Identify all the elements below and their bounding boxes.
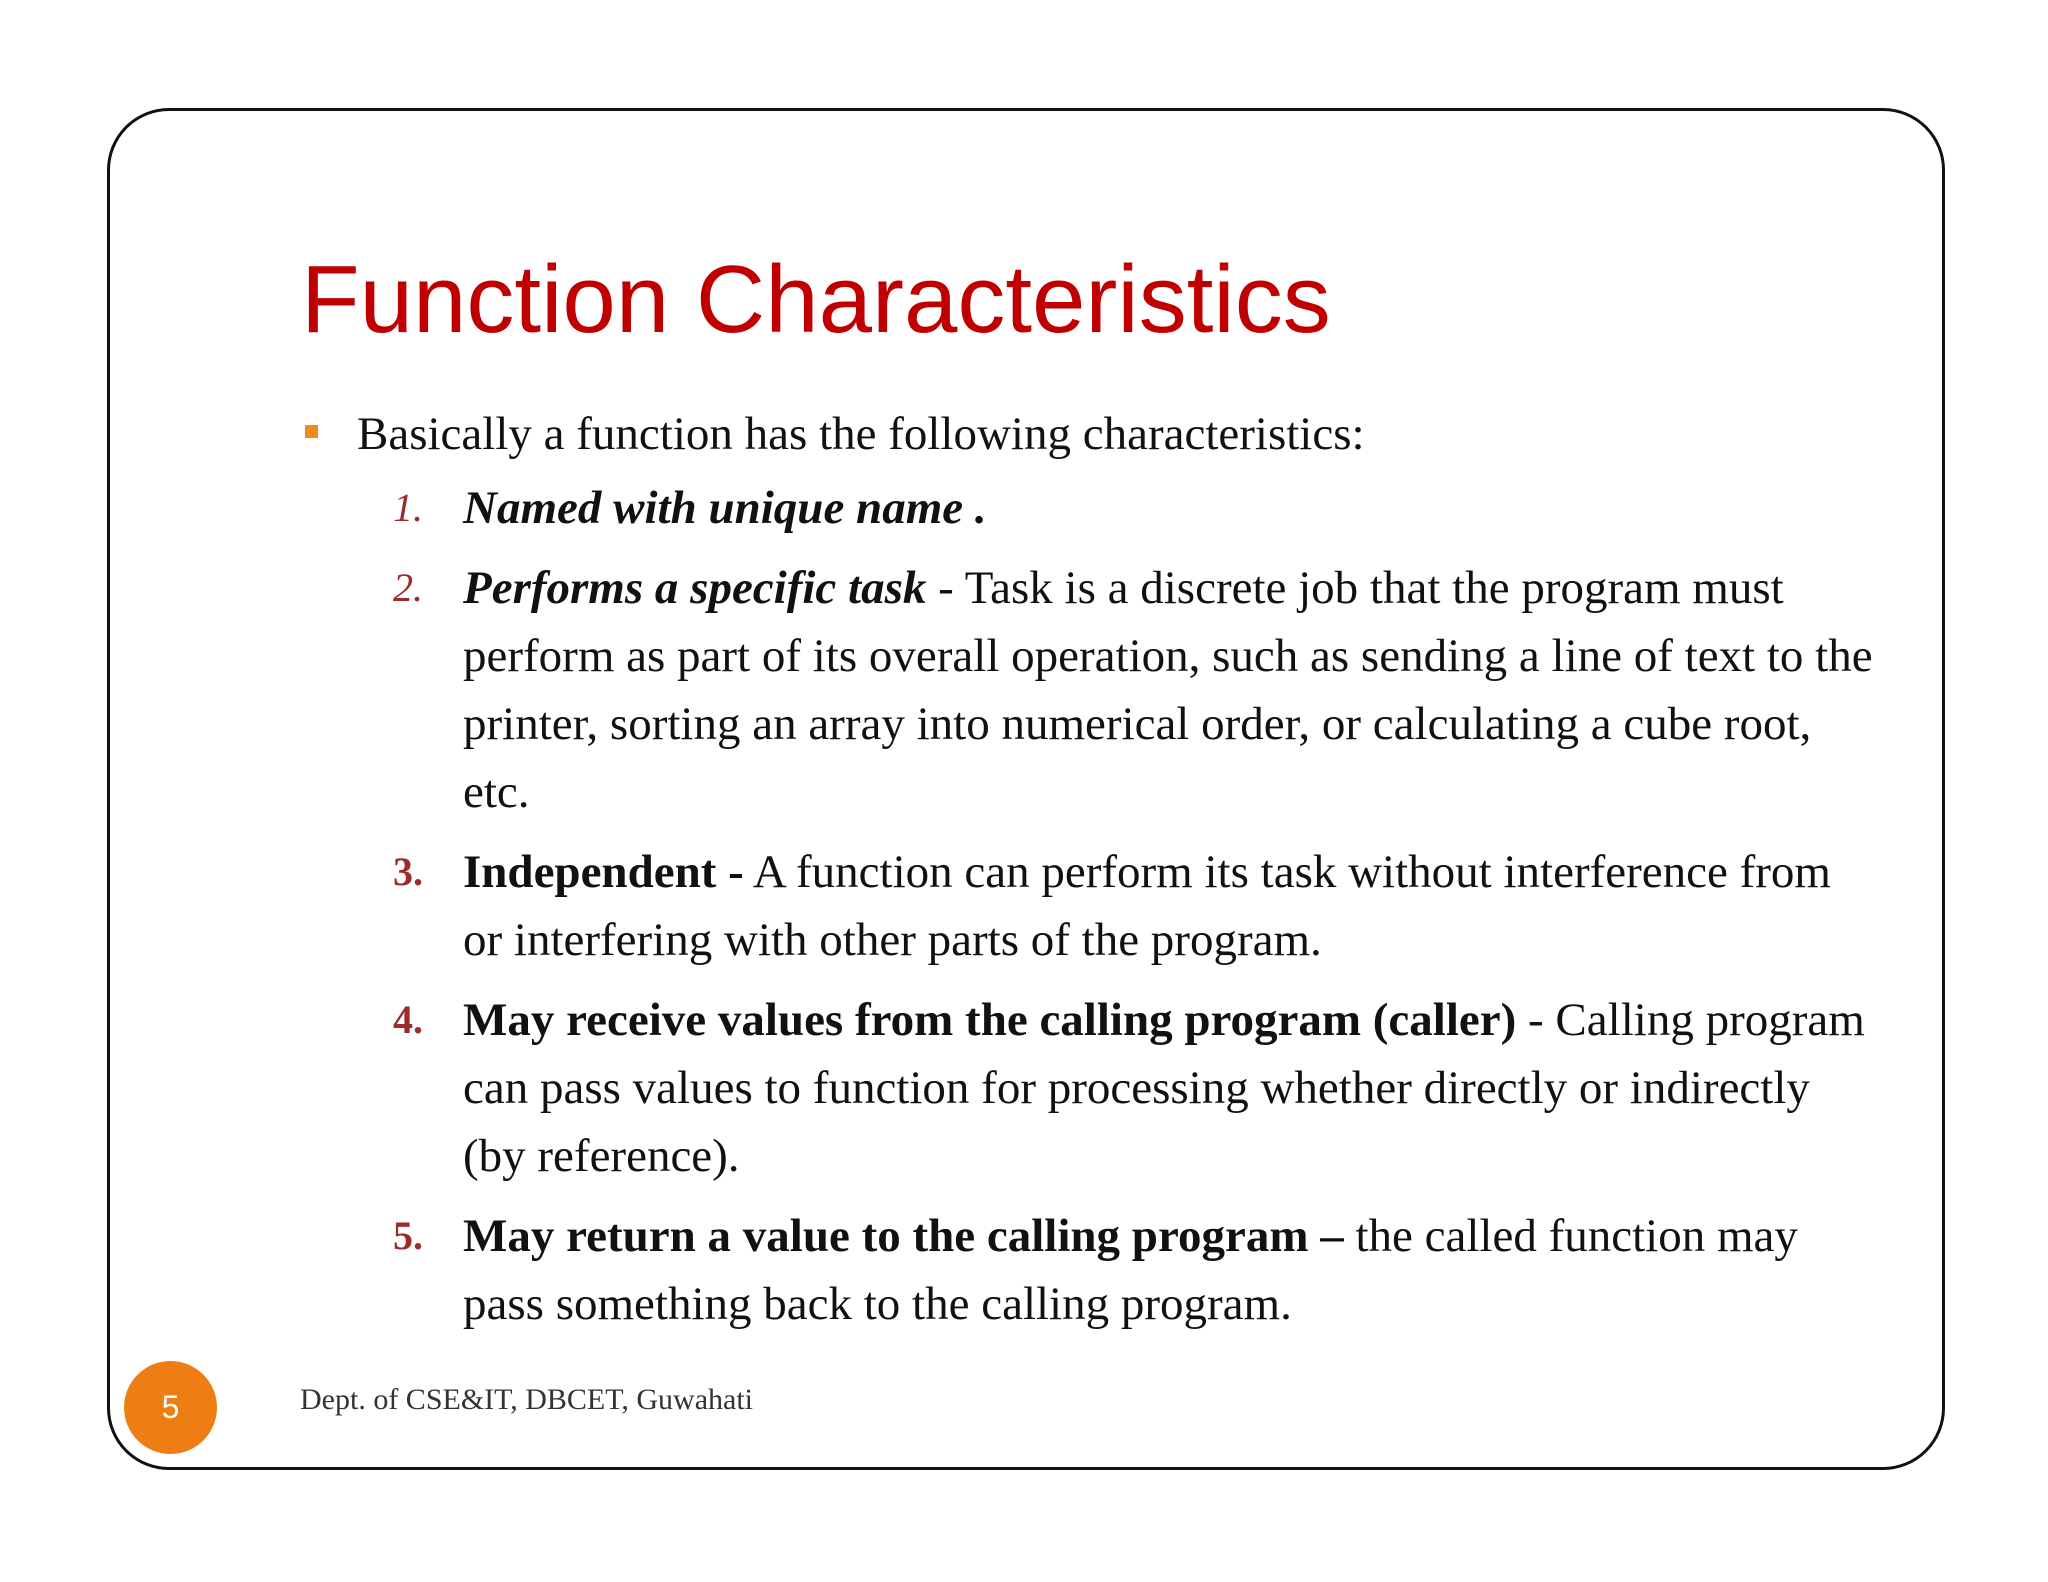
intro-text: Basically a function has the following characteristics: xyxy=(357,408,1365,460)
footer-department: Dept. of CSE&IT, DBCET, Guwahati xyxy=(300,1383,753,1416)
item-number: 4. xyxy=(393,997,423,1042)
item-number: 1. xyxy=(393,485,423,530)
characteristics-list xyxy=(301,474,1881,1338)
slide-title: Function Characteristics xyxy=(301,246,1331,353)
page-number-badge: 5 xyxy=(124,1361,217,1454)
item-number: 3. xyxy=(393,849,423,894)
list-item xyxy=(301,474,1881,542)
item-heading: Independent - xyxy=(463,846,744,898)
item-number: 2. xyxy=(393,565,423,610)
list-item xyxy=(301,986,1881,1190)
slide-content xyxy=(301,400,1881,1350)
item-heading: May receive values from the calling program (caller) xyxy=(463,994,1517,1046)
intro-bullet xyxy=(301,400,1881,468)
item-heading: May return a value to the calling program – xyxy=(463,1210,1344,1262)
list-item xyxy=(301,1202,1881,1338)
square-bullet-icon xyxy=(305,425,318,438)
list-item xyxy=(301,554,1881,826)
item-number: 5. xyxy=(393,1213,423,1258)
item-body: - Calling program can pass values to function for processing whether directly or indirectly (by reference). xyxy=(463,994,1865,1182)
item-heading: Performs a specific task xyxy=(463,562,927,614)
item-body: the called function may pass something back to the calling program. xyxy=(463,1210,1798,1330)
item-body: - Task is a discrete job that the program must perform as part of its overall operation, such as sending a line of text to the printer, sorting an array into numerical order, or calculating a cube root, etc. xyxy=(463,562,1873,818)
item-heading: Named with unique name . xyxy=(463,482,987,534)
list-item xyxy=(301,838,1881,974)
item-body: A function can perform its task without interference from or interfering with other parts of the program. xyxy=(463,846,1831,966)
